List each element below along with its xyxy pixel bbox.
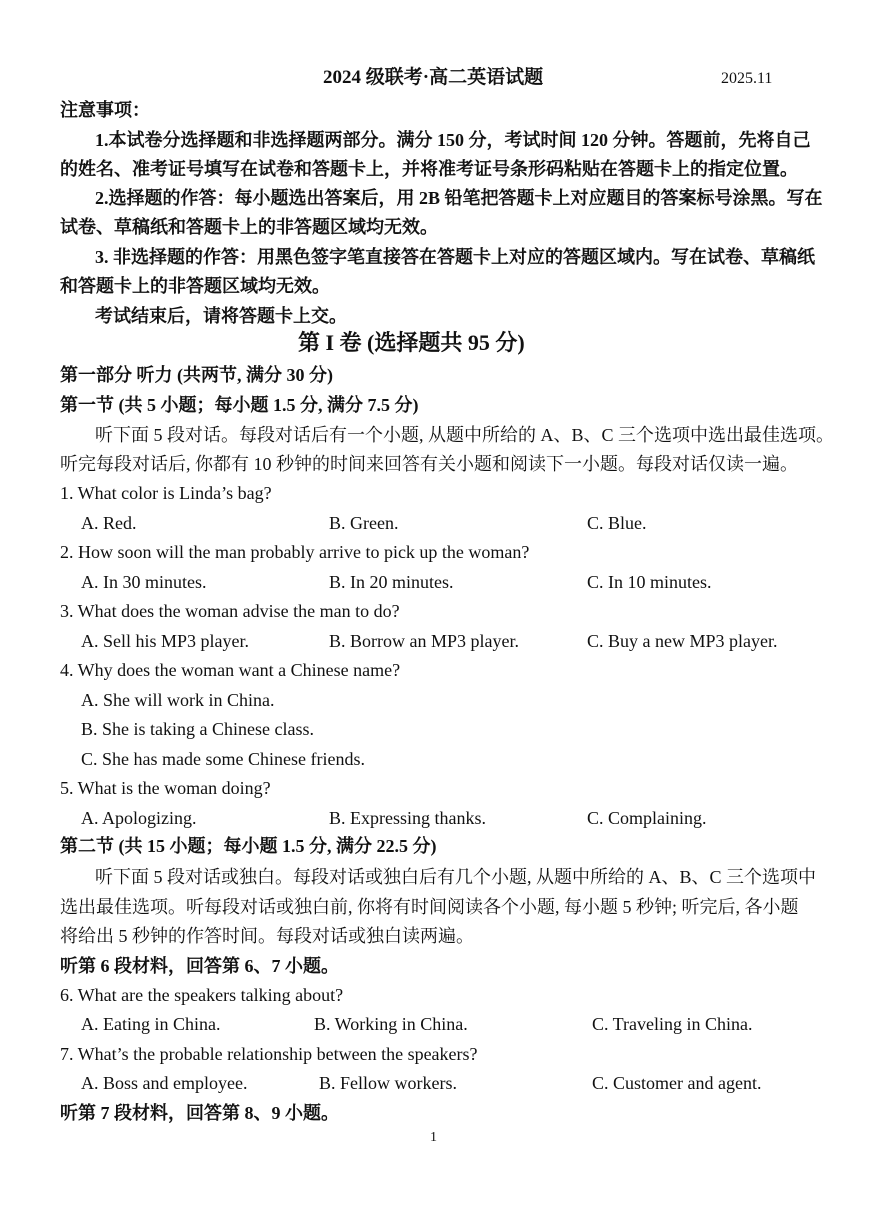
question-stem: 5. What is the woman doing? bbox=[60, 778, 271, 798]
section1-instruction: 听下面 5 段对话。每段对话后有一个小题, 从题中所给的 A、B、C 三个选项中选出最佳选项。 bbox=[95, 425, 835, 445]
option-b: B. Working in China. bbox=[314, 1014, 468, 1034]
option-b: B. She is taking a Chinese class. bbox=[81, 719, 314, 739]
option-a: A. Red. bbox=[81, 513, 137, 533]
notice-line: 和答题卡上的非答题区域均无效。 bbox=[60, 276, 330, 296]
option-b: B. Green. bbox=[329, 513, 399, 533]
option-c: C. Traveling in China. bbox=[592, 1014, 753, 1034]
notice-line: 1.本试卷分选择题和非选择题两部分。满分 150 分，考试时间 120 分钟。答题前，先将自己 bbox=[95, 130, 811, 150]
exam-date: 2025.11 bbox=[721, 70, 773, 87]
option-a: A. Eating in China. bbox=[81, 1014, 221, 1034]
option-c: C. Blue. bbox=[587, 513, 647, 533]
question-stem: 4. Why does the woman want a Chinese name? bbox=[60, 660, 401, 680]
material-heading: 听第 7 段材料，回答第 8、9 小题。 bbox=[60, 1103, 339, 1123]
option-c: C. Customer and agent. bbox=[592, 1073, 762, 1093]
question-stem: 6. What are the speakers talking about? bbox=[60, 985, 344, 1005]
option-b: B. Borrow an MP3 player. bbox=[329, 631, 519, 651]
option-b: B. Expressing thanks. bbox=[329, 808, 486, 828]
option-c: C. In 10 minutes. bbox=[587, 572, 712, 592]
material-heading: 听第 6 段材料，回答第 6、7 小题。 bbox=[60, 956, 339, 976]
notice-line: 试卷、草稿纸和答题卡上的非答题区域均无效。 bbox=[60, 217, 438, 237]
question-stem: 3. What does the woman advise the man to do? bbox=[60, 601, 400, 621]
part1-heading: 第一部分 听力 (共两节, 满分 30 分) bbox=[60, 365, 333, 385]
option-c: C. She has made some Chinese friends. bbox=[81, 749, 365, 769]
exam-title: 2024 级联考·高二英语试题 bbox=[323, 67, 544, 88]
question-stem: 2. How soon will the man probably arrive to pick up the woman? bbox=[60, 542, 530, 562]
notice-line: 考试结束后，请将答题卡上交。 bbox=[95, 306, 347, 326]
section2-instruction: 选出最佳选项。听每段对话或独白前, 你将有时间阅读各个小题, 每小题 5 秒钟; 听完后, 各小题 bbox=[60, 897, 799, 917]
section2-instruction: 听下面 5 段对话或独白。每段对话或独白后有几个小题, 从题中所给的 A、B、C 三个选项中 bbox=[95, 867, 817, 887]
notice-heading: 注意事项： bbox=[60, 100, 150, 120]
section2-instruction: 将给出 5 秒钟的作答时间。每段对话或独白读两遍。 bbox=[60, 926, 474, 946]
section1-instruction: 听完每段对话后, 你都有 10 秒钟的时间来回答有关小题和阅读下一小题。每段对话仅读一遍。 bbox=[60, 454, 798, 474]
notice-line: 的姓名、准考证号填写在试卷和答题卡上，并将准考证号条形码粘贴在答题卡上的指定位置。 bbox=[60, 159, 798, 179]
option-b: B. In 20 minutes. bbox=[329, 572, 454, 592]
section2-heading: 第二节 (共 15 小题；每小题 1.5 分, 满分 22.5 分) bbox=[60, 836, 437, 856]
section1-heading: 第一节 (共 5 小题；每小题 1.5 分, 满分 7.5 分) bbox=[60, 395, 419, 415]
notice-line: 2.选择题的作答：每小题选出答案后，用 2B 铅笔把答题卡上对应题目的答案标号涂黑。写在 bbox=[95, 188, 823, 208]
option-a: A. Sell his MP3 player. bbox=[81, 631, 250, 651]
page-number: 1 bbox=[430, 1130, 437, 1145]
option-b: B. Fellow workers. bbox=[319, 1073, 457, 1093]
volume-title: 第 I 卷 (选择题共 95 分) bbox=[298, 330, 525, 355]
option-a: A. Apologizing. bbox=[81, 808, 197, 828]
option-c: C. Buy a new MP3 player. bbox=[587, 631, 778, 651]
option-a: A. Boss and employee. bbox=[81, 1073, 248, 1093]
option-c: C. Complaining. bbox=[587, 808, 707, 828]
question-stem: 7. What’s the probable relationship between the speakers? bbox=[60, 1044, 478, 1064]
notice-line: 3. 非选择题的作答：用黑色签字笔直接答在答题卡上对应的答题区域内。写在试卷、草稿纸 bbox=[95, 247, 815, 267]
option-a: A. She will work in China. bbox=[81, 690, 275, 710]
option-a: A. In 30 minutes. bbox=[81, 572, 207, 592]
question-stem: 1. What color is Linda’s bag? bbox=[60, 483, 272, 503]
